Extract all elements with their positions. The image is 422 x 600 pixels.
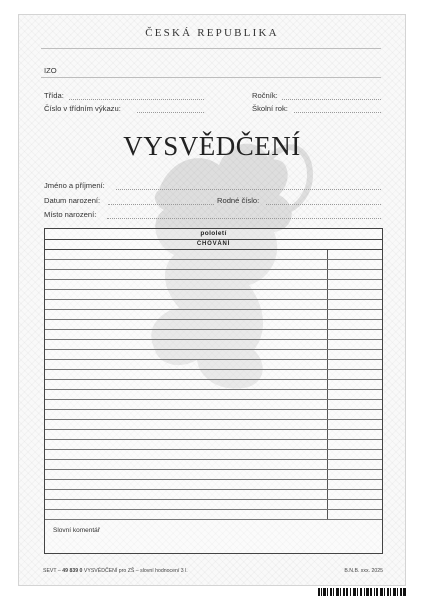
- table-row[interactable]: [45, 450, 382, 460]
- skolni-rok-field[interactable]: [294, 112, 381, 113]
- izo-line: [41, 77, 381, 78]
- label-skolni-rok: Školní rok:: [252, 104, 288, 113]
- table-row[interactable]: [45, 360, 382, 370]
- label-rodne-cislo: Rodné číslo:: [217, 196, 260, 205]
- table-row[interactable]: [45, 270, 382, 280]
- period-header: pololetí: [45, 229, 382, 240]
- footer-code: 49 839 0: [62, 568, 83, 574]
- label-izo: IZO: [44, 66, 57, 75]
- cislo-vykazu-field[interactable]: [137, 112, 204, 113]
- table-row[interactable]: [45, 390, 382, 400]
- footer-print-code: B.N.B. xxx. 2025: [344, 568, 383, 574]
- table-row[interactable]: [45, 510, 382, 520]
- table-row[interactable]: [45, 350, 382, 360]
- table-row[interactable]: [45, 430, 382, 440]
- misto-field[interactable]: [107, 218, 381, 219]
- certificate-sheet: [18, 14, 406, 586]
- table-row[interactable]: [45, 380, 382, 390]
- table-row[interactable]: [45, 420, 382, 430]
- table-row[interactable]: [45, 460, 382, 470]
- table-row[interactable]: [45, 290, 382, 300]
- table-row[interactable]: [45, 370, 382, 380]
- label-rocnik: Ročník:: [252, 91, 278, 100]
- label-trida: Třída:: [44, 91, 64, 100]
- table-row[interactable]: [45, 320, 382, 330]
- rodne-cislo-field[interactable]: [266, 204, 381, 205]
- comment-label: Slovní komentář: [53, 527, 100, 534]
- table-row[interactable]: [45, 400, 382, 410]
- table-row[interactable]: [45, 440, 382, 450]
- label-misto: Místo narození:: [44, 210, 97, 219]
- table-row[interactable]: [45, 470, 382, 480]
- table-row[interactable]: [45, 300, 382, 310]
- table-row[interactable]: [45, 410, 382, 420]
- footer-description: VYSVĚDČENÍ pro ZŠ – slovní hodnocení 3 l.: [83, 568, 188, 574]
- table-row[interactable]: [45, 500, 382, 510]
- table-row[interactable]: [45, 260, 382, 270]
- footer-publisher-name: SEVT: [43, 568, 57, 574]
- footer-publisher: SEVT – 49 839 0 VYSVĚDČENÍ pro ZŠ – slovní hodnocení 3 l.: [43, 568, 188, 574]
- trida-field[interactable]: [69, 99, 204, 100]
- table-row[interactable]: [45, 310, 382, 320]
- grades-table: [44, 228, 383, 554]
- table-row[interactable]: [45, 480, 382, 490]
- datum-field[interactable]: [108, 204, 214, 205]
- barcode: [318, 588, 406, 596]
- header-divider: [41, 48, 381, 49]
- country-heading: ČESKÁ REPUBLIKA: [145, 27, 279, 39]
- behavior-header: CHOVÁNÍ: [45, 240, 382, 250]
- label-jmeno: Jméno a příjmení:: [44, 181, 105, 190]
- jmeno-field[interactable]: [116, 189, 381, 190]
- label-cislo-vykazu: Číslo v třídním výkazu:: [44, 104, 121, 113]
- document-title: VYSVĚDČENÍ: [123, 131, 301, 161]
- table-row[interactable]: [45, 490, 382, 500]
- table-row[interactable]: [45, 340, 382, 350]
- table-row[interactable]: [45, 250, 382, 260]
- label-datum: Datum narození:: [44, 196, 101, 205]
- rocnik-field[interactable]: [282, 99, 381, 100]
- table-row[interactable]: [45, 330, 382, 340]
- table-row[interactable]: [45, 280, 382, 290]
